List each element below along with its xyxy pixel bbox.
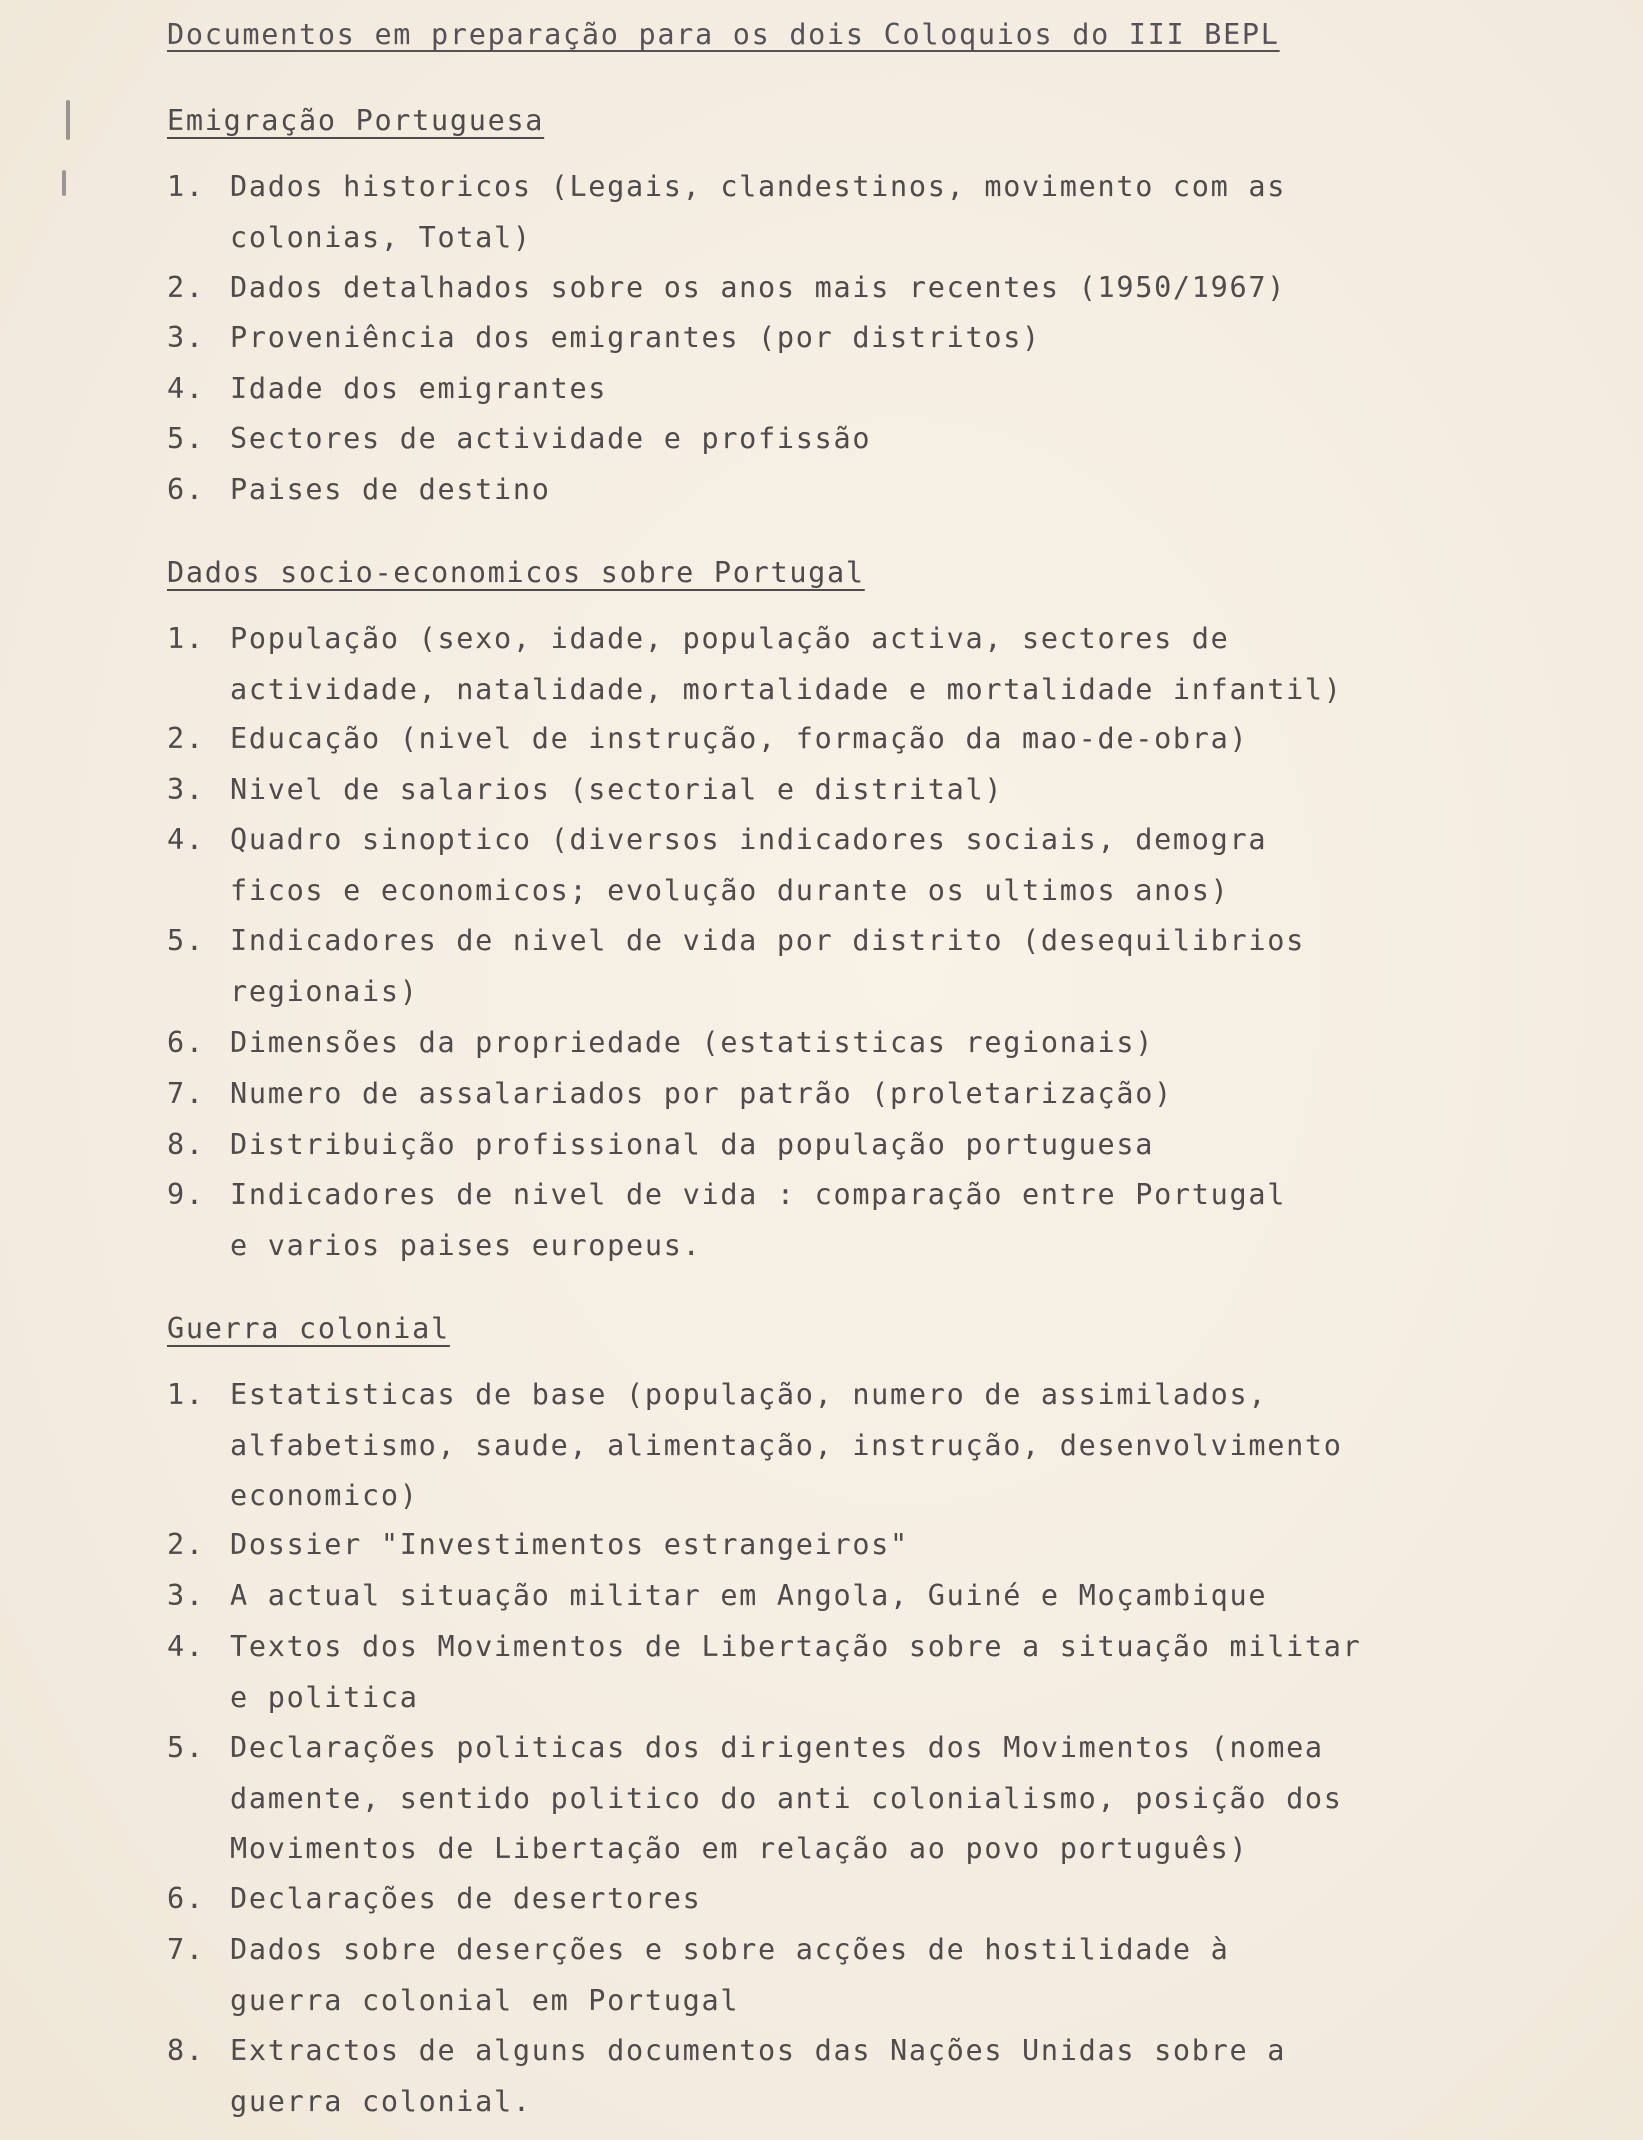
- item-text: Dossier "Investimentos estrangeiros": [230, 1528, 909, 1561]
- item-number: 2.: [167, 722, 205, 755]
- item-text-continuation: damente, sentido politico do anti colonialismo, posição dos: [230, 1781, 1343, 1815]
- item-text-continuation: Movimentos de Libertação em relação ao povo português): [230, 1832, 1249, 1865]
- item-number: 2.: [167, 1528, 205, 1561]
- list-item: [167, 1882, 701, 1915]
- list-item: [167, 1630, 1362, 1663]
- list-item: [167, 1579, 1267, 1612]
- item-text: Proveniência dos emigrantes (por distritos): [230, 321, 1041, 354]
- item-text-continuation: e politica: [230, 1680, 419, 1714]
- list-item: [167, 1077, 1173, 1110]
- item-text: Declarações de desertores: [230, 1882, 702, 1915]
- list-item: [167, 1128, 1154, 1161]
- item-text: Sectores de actividade e profissão: [230, 422, 872, 455]
- item-text: Distribuição profissional da população portuguesa: [230, 1128, 1155, 1161]
- item-text-continuation: guerra colonial em Portugal: [230, 1983, 740, 2017]
- item-number: 1.: [167, 170, 205, 203]
- section-heading: Dados socio-economicos sobre Portugal: [167, 556, 865, 589]
- item-number: 6.: [167, 1026, 205, 1059]
- item-text-continuation: e varios paises europeus.: [230, 1228, 702, 1262]
- item-text: Estatisticas de base (população, numero de assimilados,: [230, 1378, 1268, 1411]
- item-text: Extractos de alguns documentos das Nações Unidas sobre a: [230, 2034, 1287, 2067]
- item-text: População (sexo, idade, população activa, sectores de: [230, 622, 1230, 655]
- item-number: 6.: [167, 473, 205, 506]
- list-item: [167, 2034, 1286, 2067]
- item-text-continuation: regionais): [230, 974, 419, 1008]
- item-number: 6.: [167, 1882, 205, 1915]
- item-text: Nivel de salarios (sectorial e distrital): [230, 773, 1004, 806]
- item-number: 4.: [167, 823, 205, 856]
- item-text-continuation: economico): [230, 1479, 419, 1512]
- document-title: Documentos em preparação para os dois Coloquios do III BEPL: [167, 18, 1280, 51]
- item-text-continuation: guerra colonial.: [230, 2084, 532, 2118]
- item-number: 5.: [167, 924, 205, 957]
- item-text: Declarações politicas dos dirigentes dos Movimentos (nomea: [230, 1731, 1324, 1764]
- item-number: 5.: [167, 422, 205, 455]
- list-item: [167, 622, 1230, 655]
- list-item: [167, 170, 1286, 203]
- item-text-continuation: ficos e economicos; evolução durante os ultimos anos): [230, 873, 1230, 907]
- item-number: 8.: [167, 2034, 205, 2067]
- list-item: [167, 1026, 1154, 1059]
- item-text: Dados historicos (Legais, clandestinos, movimento com as: [230, 170, 1287, 203]
- margin-mark: [66, 100, 70, 140]
- list-item: [167, 422, 871, 455]
- item-text-continuation: alfabetismo, saude, alimentação, instrução, desenvolvimento: [230, 1428, 1343, 1462]
- item-number: 4.: [167, 1630, 205, 1663]
- item-text: Quadro sinoptico (diversos indicadores sociais, demogra: [230, 823, 1268, 856]
- item-text: Dados detalhados sobre os anos mais recentes (1950/1967): [230, 271, 1287, 304]
- section-heading: Guerra colonial: [167, 1312, 450, 1345]
- section-heading: Emigração Portuguesa: [167, 104, 545, 137]
- item-number: 4.: [167, 372, 205, 405]
- item-number: 7.: [167, 1933, 205, 1966]
- list-item: [167, 321, 1041, 354]
- list-item: [167, 1933, 1230, 1966]
- item-number: 7.: [167, 1077, 205, 1110]
- item-text: Indicadores de nivel de vida por distrito (desequilibrios: [230, 924, 1305, 957]
- list-item: [167, 924, 1305, 957]
- margin-mark: [62, 170, 66, 196]
- item-text: Paises de destino: [230, 473, 551, 506]
- item-text: Idade dos emigrantes: [230, 372, 608, 405]
- item-number: 3.: [167, 1579, 205, 1612]
- item-number: 8.: [167, 1128, 205, 1161]
- item-text: Educação (nivel de instrução, formação da mao-de-obra): [230, 722, 1249, 755]
- list-item: [167, 1528, 909, 1561]
- list-item: [167, 1731, 1324, 1764]
- item-text: Textos dos Movimentos de Libertação sobre a situação militar: [230, 1630, 1362, 1663]
- list-item: [167, 823, 1267, 856]
- list-item: [167, 372, 607, 405]
- item-text: Dados sobre deserções e sobre acções de hostilidade à: [230, 1933, 1230, 1966]
- list-item: [167, 773, 1003, 806]
- item-text: Numero de assalariados por patrão (proletarização): [230, 1077, 1173, 1110]
- item-number: 1.: [167, 622, 205, 655]
- item-number: 2.: [167, 271, 205, 304]
- item-number: 1.: [167, 1378, 205, 1411]
- list-item: [167, 473, 551, 506]
- item-number: 9.: [167, 1178, 205, 1211]
- list-item: [167, 271, 1286, 304]
- item-text-continuation: colonias, Total): [230, 220, 532, 254]
- list-item: [167, 1178, 1286, 1211]
- item-text: A actual situação militar em Angola, Guiné e Moçambique: [230, 1579, 1268, 1612]
- item-number: 5.: [167, 1731, 205, 1764]
- item-text: Dimensões da propriedade (estatisticas regionais): [230, 1026, 1155, 1059]
- item-text-continuation: actividade, natalidade, mortalidade e mortalidade infantil): [230, 672, 1343, 706]
- list-item: [167, 722, 1248, 755]
- item-number: 3.: [167, 773, 205, 806]
- list-item: [167, 1378, 1267, 1411]
- item-text: Indicadores de nivel de vida : comparação entre Portugal: [230, 1178, 1287, 1211]
- item-number: 3.: [167, 321, 205, 354]
